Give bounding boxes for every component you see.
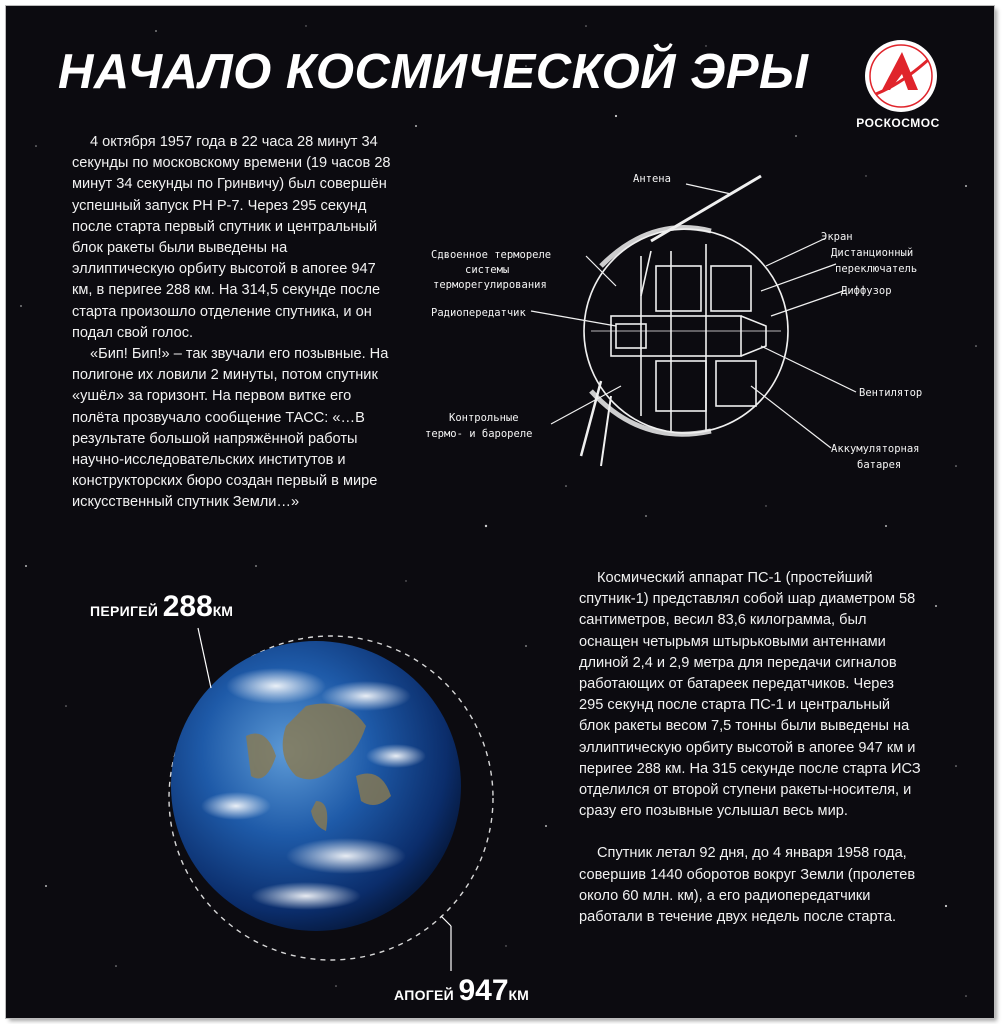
- label-battery-2: батарея: [857, 459, 902, 471]
- page-title: НАЧАЛО КОСМИЧЕСКОЙ ЭРЫ: [58, 45, 809, 99]
- label-remote-switch-2: переключатель: [835, 263, 918, 275]
- label-remote-switch-1: Дистанционный: [831, 247, 914, 259]
- intro-text: [72, 132, 394, 514]
- apogee-name: АПОГЕЙ: [394, 987, 455, 1003]
- label-thermo-relay-1: Сдвоенное термореле: [431, 249, 552, 261]
- apogee-unit: КМ: [508, 987, 529, 1003]
- earth-orbit-graphic: [156, 626, 506, 976]
- label-radio-transmitter: Радиопередатчик: [431, 307, 526, 319]
- description-paragraph-2: Спутник летал 92 дня, до 4 января 1958 года, совершив 1440 оборотов вокруг Земли (пролетев около 60 млн. км), а его радиопередатчики работали в течение двух недель после старта.: [579, 845, 916, 926]
- label-antenna: Антена: [633, 173, 671, 185]
- satellite-drawing: [581, 176, 788, 466]
- apogee-label: [394, 974, 529, 1008]
- perigee-value: 288: [162, 590, 213, 623]
- label-control-1: Контрольные: [449, 412, 519, 424]
- perigee-name: ПЕРИГЕЙ: [90, 603, 159, 619]
- description-text: [579, 568, 921, 928]
- logo-caption: РОСКОСМОС: [856, 116, 940, 130]
- satellite-diagram: [411, 156, 951, 476]
- label-thermo-relay-3: терморегулирования: [433, 279, 547, 291]
- intro-paragraph-1: 4 октября 1957 года в 22 часа 28 минут 34 секунды по московскому времени (19 часов 28 минут 34 секунды по Гринвичу) был совершён успешный запуск РН Р-7. Через 295 секунд после старта первый спутник и центральный блок ракеты были выведены на эллиптическую орбиту высотой в апогее 947 км, в перигее 288 км. На 314,5 секунде после старта произошло отделение спутника, и он подал свой голос.: [72, 134, 391, 341]
- label-screen: Экран: [821, 231, 853, 243]
- label-battery-1: Аккумуляторная: [831, 443, 920, 455]
- description-paragraph-1: Космический аппарат ПС-1 (простейший спутник-1) представлял собой шар диаметром 58 сантиметров, весил 83,6 килограмма, был оснащен четырьмя штырьковыми антеннами длиной 2,4 и 2,9 метра для передачи сигналов работающих от батареек передатчиков. Через 295 секунд после старта ПС-1 и центральный блок ракеты весом 7,5 тонны были выведены на эллиптическую орбиту высотой в апогее 947 км и перигее 288 км. На 315 секунде после старта ИСЗ отделился от второй ступени ракеты-носителя, и сразу его позывные услышал весь мир.: [579, 570, 921, 820]
- infographic: [6, 6, 994, 1018]
- perigee-unit: КМ: [212, 603, 233, 619]
- perigee-label: [90, 590, 233, 624]
- label-fan: Вентилятор: [859, 387, 923, 399]
- intro-paragraph-2: «Бип! Бип!» – так звучали его позывные. На полигоне их ловили 2 минуты, потом спутник «ушёл» за горизонт. На первом витке его полёта прозвучало сообщение ТАСС: «…В результате большой напряжённой работы научно-исследовательских институтов и конструкторских бюро создан первый в мире искусственный спутник Земли…»: [72, 346, 389, 511]
- label-thermo-relay-2: системы: [465, 264, 510, 276]
- label-diffuser: Диффузор: [841, 285, 892, 297]
- apogee-value: 947: [458, 974, 509, 1007]
- label-control-2: термо- и барореле: [425, 428, 533, 440]
